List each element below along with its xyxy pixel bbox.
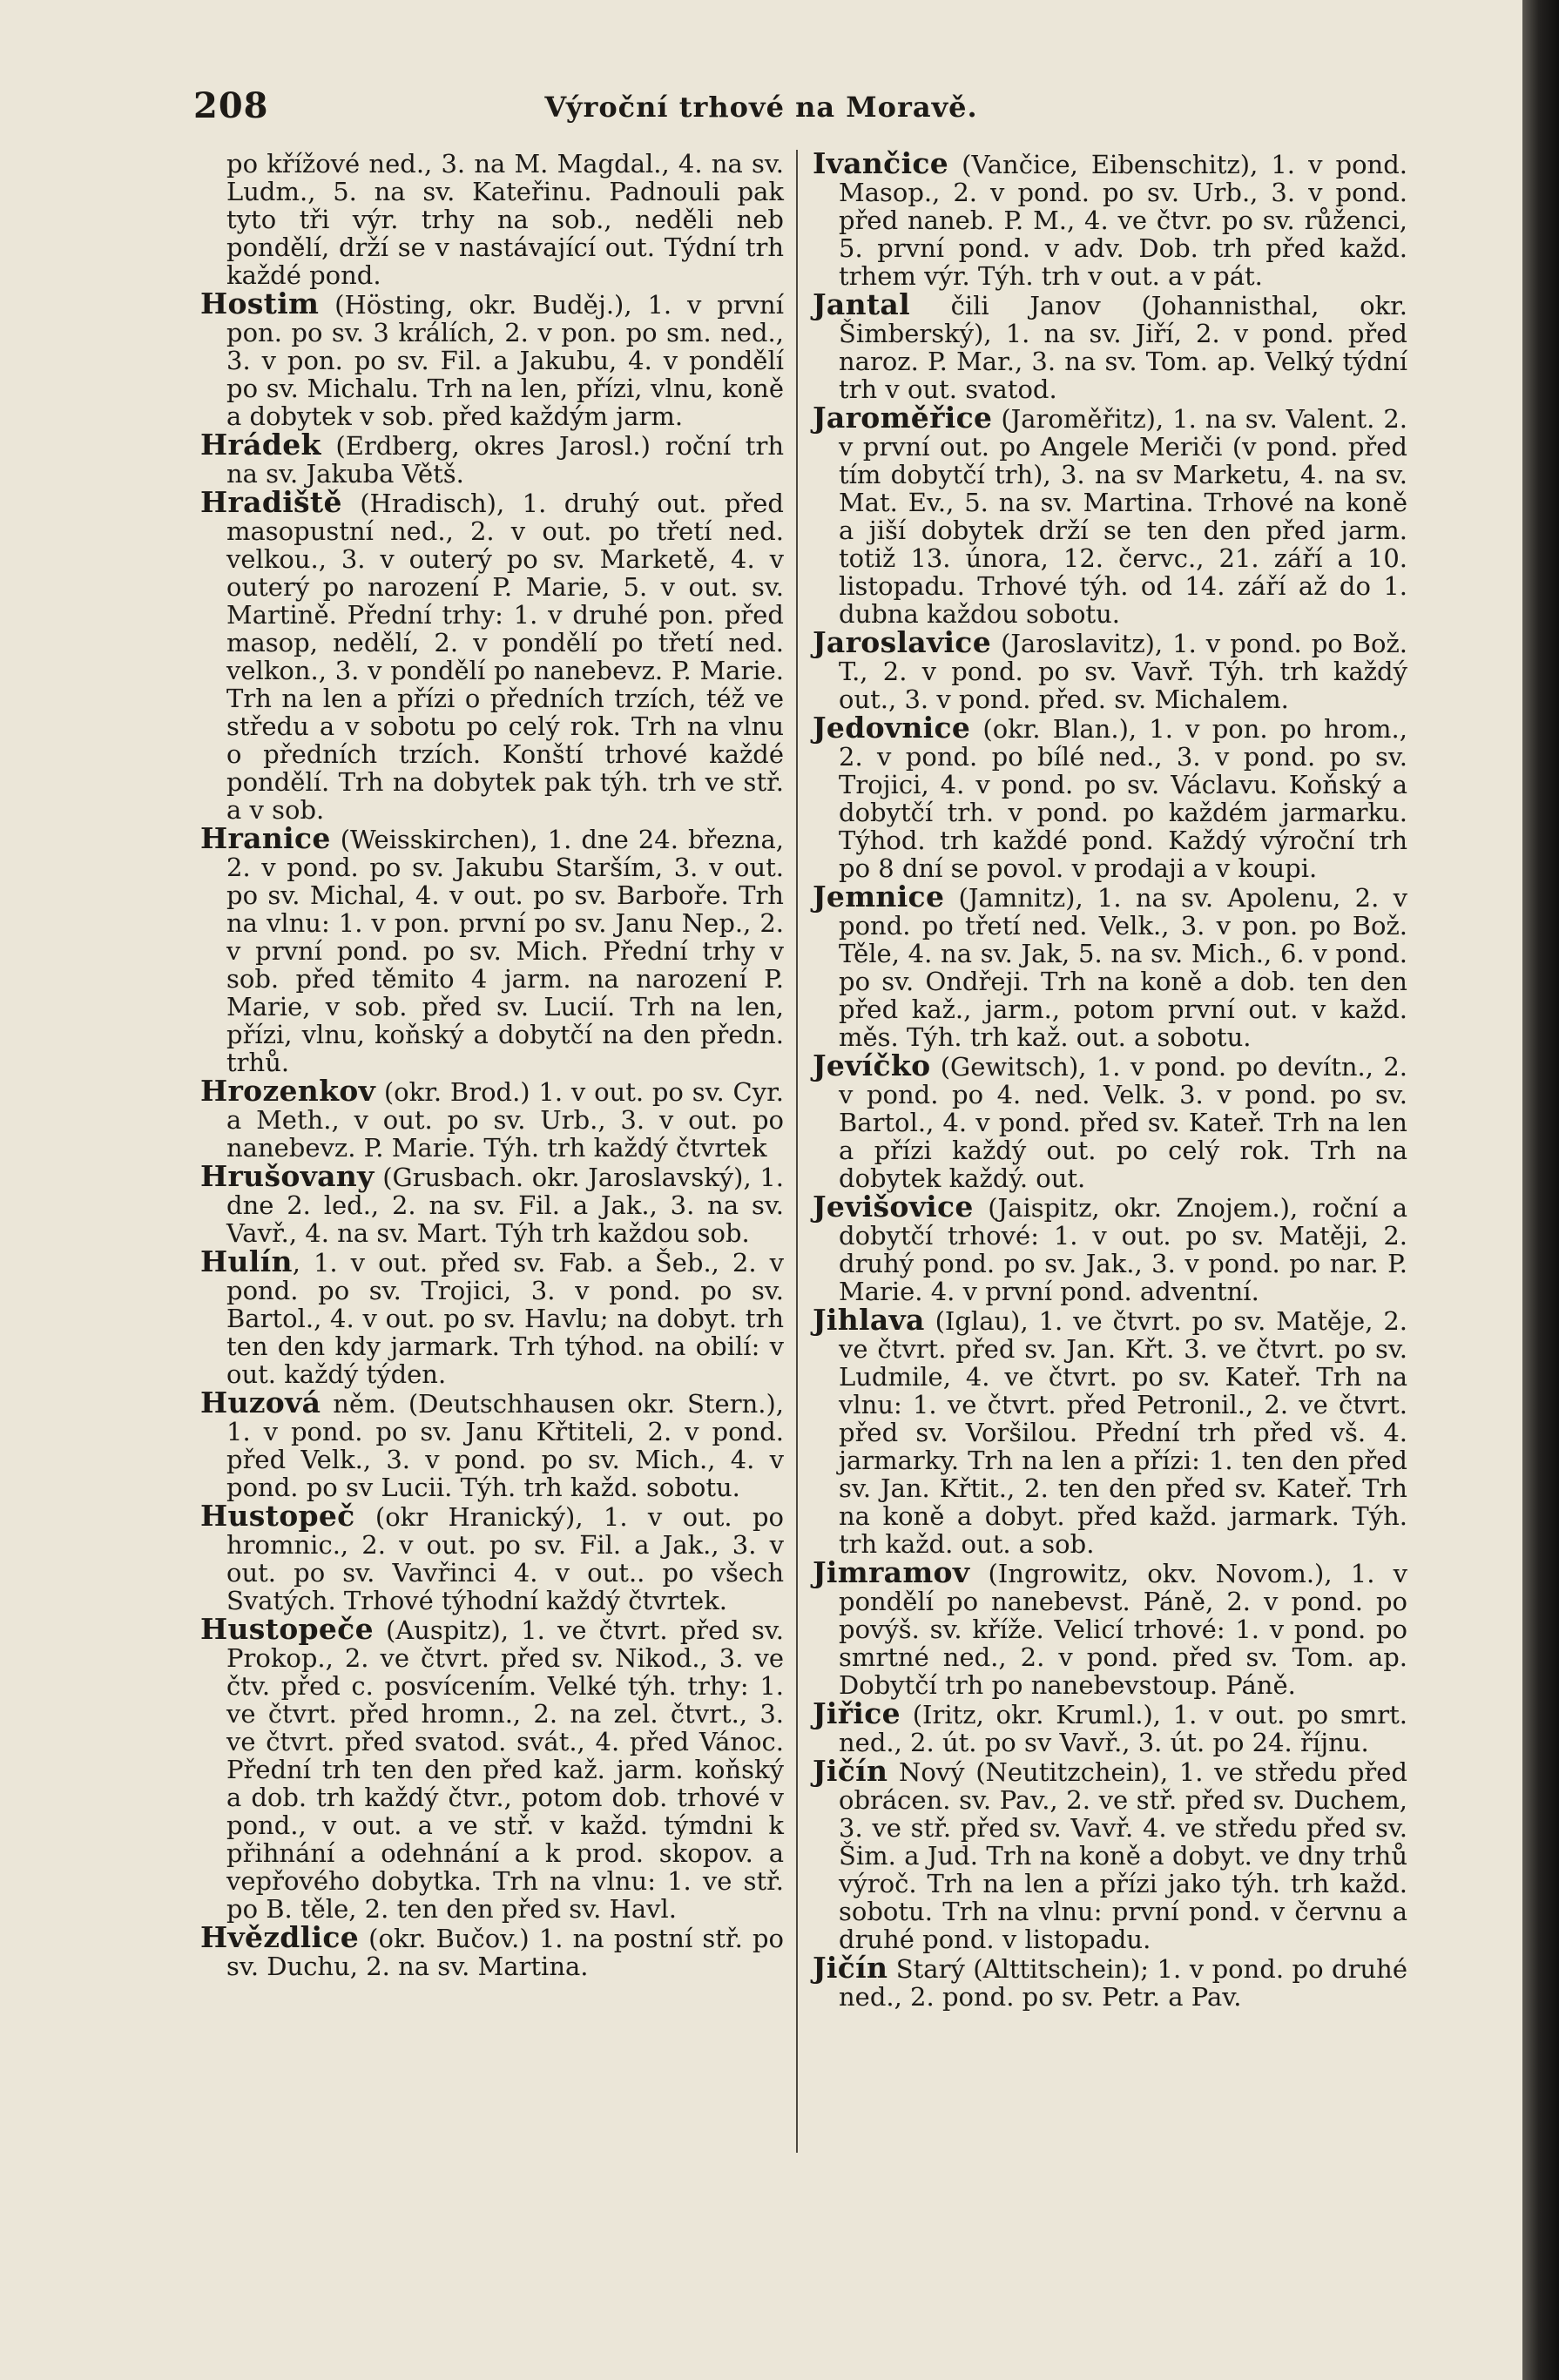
entry-text: Nový (Neutitzchein), 1. ve středu před obrácen. sv. Pav., 2. ve stř. před sv. Duchem, 3. ve stř. před sv. Vavř. 4. ve středu před sv. Šim. a Jud. Trh na koně a dobyt. ve dny trhů výroč. Trh na len a přízi jako týh. trh každ. sobotu. Trh na vlnu: první pond. v červnu a druhé pond. v listopadu. bbox=[839, 1757, 1407, 1954]
page-header bbox=[0, 85, 1522, 129]
entry-hostim bbox=[200, 287, 784, 431]
entry-jantal bbox=[813, 287, 1407, 404]
entry-text: (Hösting, okr. Buděj.), 1. v první pon. po sv. 3 králích, 2. v pon. po sm. ned., 3. v pon. po sv. Fil. a Jakubu, 4. v pondělí po sv. Michalu. Trh na len, přízi, vlnu, koně a dobytek v sob. před každým jarm. bbox=[226, 290, 784, 431]
entry-text: (okr. Brod.) 1. v out. po sv. Cyr. a Meth., v out. po sv. Urb., 3. v out. po nanebevz. P. Marie. Týh. trh každý čtvrtek bbox=[226, 1077, 784, 1163]
headword: Jaroslavice bbox=[813, 625, 991, 659]
entry-huzova bbox=[200, 1386, 784, 1502]
entry-text: (okr. Bučov.) 1. na postní stř. po sv. Duchu, 2. na sv. Martina. bbox=[226, 1924, 784, 1981]
entry-hranice bbox=[200, 821, 784, 1077]
headword: Hrádek bbox=[200, 428, 321, 462]
headword: Jičín bbox=[813, 1754, 888, 1788]
entry-jaroslavice bbox=[813, 625, 1407, 714]
entry-hradiste bbox=[200, 485, 784, 825]
entry-jaromerice bbox=[813, 401, 1407, 629]
entry-jevicko bbox=[813, 1048, 1407, 1193]
headword: Jedovnice bbox=[813, 711, 971, 745]
headword: Jihlava bbox=[813, 1303, 925, 1337]
headword: Hranice bbox=[200, 821, 331, 855]
entry-jirice bbox=[813, 1696, 1407, 1757]
headword: Jičín bbox=[813, 1951, 888, 1985]
entry-text: (Iritz, okr. Kruml.), 1. v out. po smrt. ned., 2. út. po sv Vavř., 3. út. po 24. říjnu. bbox=[839, 1700, 1407, 1757]
entry-hrusovany bbox=[200, 1159, 784, 1248]
entry-text: (Vančice, Eibenschitz), 1. v pond. Masop., 2. v pond. po sv. Urb., 3. v pond. před naneb. P. M., 4. ve čtvr. po sv. růženci, 5. první pond. v adv. Dob. trh před každ. trhem výr. Týh. trh v out. a v pát. bbox=[839, 150, 1407, 291]
entry-text: (Jaispitz, okr. Znojem.), roční a dobytčí trhové: 1. v out. po sv. Matěji, 2. druhý pond. po sv. Jak., 3. v pond. po nar. P. Marie. 4. v první pond. adventní. bbox=[839, 1193, 1407, 1306]
column-divider bbox=[796, 150, 798, 2153]
headword: Ivančice bbox=[813, 146, 949, 180]
entry-text: (Hradisch), 1. druhý out. před masopustní ned., 2. v out. po třetí ned. velkou., 3. v outerý po sv. Marketě, 4. v outerý po narození P. Marie, 5. v out. sv. Martině. Přední trhy: 1. v druhé pon. před masop, nedělí, 2. v pondělí po třetí ned. velkon., 3. v pondělí po nanebevz. P. Marie. Trh na len a přízi o předních trzích, též ve středu a v sobotu po celý rok. Trh na vlnu o předních trzích. Konští trhové každé pondělí. Trh na dobytek pak týh. trh ve stř. a v sob. bbox=[226, 489, 784, 825]
entry-jimramov bbox=[813, 1555, 1407, 1700]
running-title: Výroční trhové na Moravě. bbox=[544, 91, 978, 124]
entry-text: (Weisskirchen), 1. dne 24. března, 2. v pond. po sv. Jakubu Starším, 3. v out. po sv. Michal, 4. v out. po sv. Barboře. Trh na vlnu: 1. v pon. první po sv. Janu Nep., 2. v první pond. po sv. Mich. Přední trhy v sob. před těmito 4 jarm. na narození P. Marie, v sob. před sv. Lucií. Trh na len, přízi, vlnu, koňský a dobytčí na den předn. trhů. bbox=[226, 825, 784, 1077]
entry-jihlava bbox=[813, 1303, 1407, 1559]
headword: Jevišovice bbox=[813, 1190, 974, 1224]
entry-text: (Jamnitz), 1. na sv. Apolenu, 2. v pond. po třetí ned. Velk., 3. v pon. po Bož. Těle, 4. na sv. Jak, 5. na sv. Mich., 6. v pond. po sv. Ondřeji. Trh na koně a dob. ten den před kaž., jarm., potom první out. v každ. měs. Týh. trh kaž. out. a sobotu. bbox=[839, 883, 1407, 1052]
entry-ivancice bbox=[813, 146, 1407, 291]
headword: Huzová bbox=[200, 1386, 321, 1419]
entry-text: čili Janov (Johannisthal, okr. Šimberský), 1. na sv. Jiří, 2. v pond. před naroz. P. Mar., 3. na sv. Tom. ap. Velký týdní trh v out. svatod. bbox=[839, 291, 1407, 404]
entry-text: (Erdberg, okres Jarosl.) roční trh na sv. Jakuba Větš. bbox=[226, 431, 784, 489]
headword: Jantal bbox=[813, 287, 910, 321]
entry-hustopec bbox=[200, 1499, 784, 1615]
headword: Hvězdlice bbox=[200, 1920, 360, 1954]
entry-jicin-novy bbox=[813, 1754, 1407, 1954]
entry-text: (okr Hranický), 1. v out. po hromnic., 2. v out. po sv. Fil. a Jak., 3. v out. po sv. Vavřinci 4. v out.. po všech Svatých. Trhové týhodní každý čtvrtek. bbox=[226, 1502, 784, 1615]
entry-jicin-stary bbox=[813, 1951, 1407, 2012]
headword: Jaroměřice bbox=[813, 401, 993, 435]
entry-text: (Jaroměřitz), 1. na sv. Valent. 2. v první out. po Angele Meriči (v pond. před tím dobytčí trh), 3. na sv Marketu, 4. na sv. Mat. Ev., 5. na sv. Martina. Trhové na koně a jiší dobytek drží se ten den před jarm. totiž 13. února, 12. červc., 21. září a 10. listopadu. Trhové týh. od 14. září až do 1. dubna každou sobotu. bbox=[839, 404, 1407, 629]
entry-jemnice bbox=[813, 880, 1407, 1052]
entry-text: (Jaroslavitz), 1. v pond. po Bož. T., 2. v pond. po sv. Vavř. Týh. trh každý out., 3. v pond. před. sv. Michalem. bbox=[839, 629, 1407, 714]
headword: Hrušovany bbox=[200, 1159, 375, 1193]
entry-hustopece bbox=[200, 1612, 784, 1924]
headword: Hulín bbox=[200, 1244, 293, 1278]
entry-text: (Iglau), 1. ve čtvrt. po sv. Matěje, 2. ve čtvrt. před sv. Jan. Křt. 3. ve čtvrt. po sv. Ludmile, 4. ve čtvrt. po sv. Kateř. Trh na vlnu: 1. ve čtvrt. před Petronil., 2. ve čtvrt. před sv. Voršilou. Přední trh před vš. 4. jarmarky. Trh na len a přízi: 1. ten den před sv. Jan. Křtit., 2. ten den před sv. Kateř. Trh na koně a dobyt. před každ. jarmark. Týh. trh každ. out. a sob. bbox=[839, 1306, 1407, 1559]
entry-text: něm. (Deutschhausen okr. Stern.), 1. v pond. po sv. Janu Křtiteli, 2. v pond. před Velk., 3. v pond. po sv. Mich., 4. v pond. po sv Lucii. Týh. trh každ. sobotu. bbox=[226, 1389, 784, 1502]
entry-text: (Gewitsch), 1. v pond. po devítn., 2. v pond. po 4. ned. Velk. 3. v pond. po sv. Bartol., 4. v pond. před sv. Kateř. Trh na len a přízi každý out. po celý rok. Trh na dobytek každý. out. bbox=[839, 1052, 1407, 1193]
headword: Hustopeč bbox=[200, 1499, 355, 1533]
entry-hvezdlice bbox=[200, 1920, 784, 1981]
entry-text: (Grusbach. okr. Jaroslavský), 1. dne 2. led., 2. na sv. Fil. a Jak., 3. na sv. Vavř., 4. na sv. Mart. Týh trh každou sob. bbox=[226, 1163, 784, 1248]
headword: Jemnice bbox=[813, 880, 945, 914]
page-number: 208 bbox=[193, 85, 269, 126]
headword: Hradiště bbox=[200, 485, 342, 519]
entry-jevisovice bbox=[813, 1190, 1407, 1306]
entry-hrozenkov bbox=[200, 1074, 784, 1163]
entry-text: (Ingrowitz, okv. Novom.), 1. v pondělí po nanebevst. Páně, 2. v pond. po povýš. sv. kříže. Velicí trhové: 1. v pond. po smrtné ned., 2. v pond. před sv. Tom. ap. Dobytčí trh po nanebevstoup. Páně. bbox=[839, 1559, 1407, 1700]
headword: Hustopeče bbox=[200, 1612, 374, 1646]
entry-text: (Auspitz), 1. ve čtvrt. před sv. Prokop., 2. ve čtvrt. před sv. Nikod., 3. ve čtv. před c. posvícením. Velké týh. trhy: 1. ve čtvrt. před hromn., 2. na zel. čtvrt., 3. ve čtvrt. před svatod. svát., 4. před Vánoc. Přední trh ten den před kaž. jarm. koňský a dob. trh každý čtvr., potom dob. trhové v pond., v out. a ve stř. v každ. týmdni k přihnání a odehnání a k prod. skopov. a vepřového dobytka. Trh na vlnu: 1. ve stř. po B. těle, 2. ten den před sv. Havl. bbox=[226, 1615, 784, 1924]
right-column bbox=[813, 146, 1407, 2012]
headword: Hrozenkov bbox=[200, 1074, 376, 1108]
page-edge-shadow bbox=[1522, 0, 1559, 2380]
entry-hradek bbox=[200, 428, 784, 489]
headword: Jiřice bbox=[813, 1696, 901, 1730]
headword: Hostim bbox=[200, 287, 320, 320]
entry-jedovnice bbox=[813, 711, 1407, 883]
entry-text: Starý (Alttitschein); 1. v pond. po druhé ned., 2. pond. po sv. Petr. a Pav. bbox=[839, 1954, 1407, 2012]
headword: Jevíčko bbox=[813, 1048, 931, 1082]
entry-hulin bbox=[200, 1244, 784, 1389]
entry-text: , 1. v out. před sv. Fab. a Šeb., 2. v pond. po sv. Trojici, 3. v pond. po sv. Bartol., 4. v out. po sv. Havlu; na dobyt. trh ten den kdy jarmark. Trh týhod. na obilí: v out. každý týden. bbox=[226, 1248, 784, 1389]
entry-text: (okr. Blan.), 1. v pon. po hrom., 2. v pond. po bílé ned., 3. v pond. po sv. Trojici, 4. v pond. po sv. Václavu. Koňský a dobytčí trh. v pond. po každém jarmarku. Týhod. trh každé pond. Každý výroční trh po 8 dní se povol. v prodaji a v koupi. bbox=[839, 714, 1407, 883]
left-column bbox=[200, 150, 784, 1981]
continuation-text: po křížové ned., 3. na M. Magdal., 4. na sv. Ludm., 5. na sv. Kateřinu. Padnouli pak tyto tři výr. trhy na sob., neděli neb pondělí, drží se v nastávající out. Týdní trh každé pond. bbox=[226, 149, 784, 290]
headword: Jimramov bbox=[813, 1555, 970, 1589]
